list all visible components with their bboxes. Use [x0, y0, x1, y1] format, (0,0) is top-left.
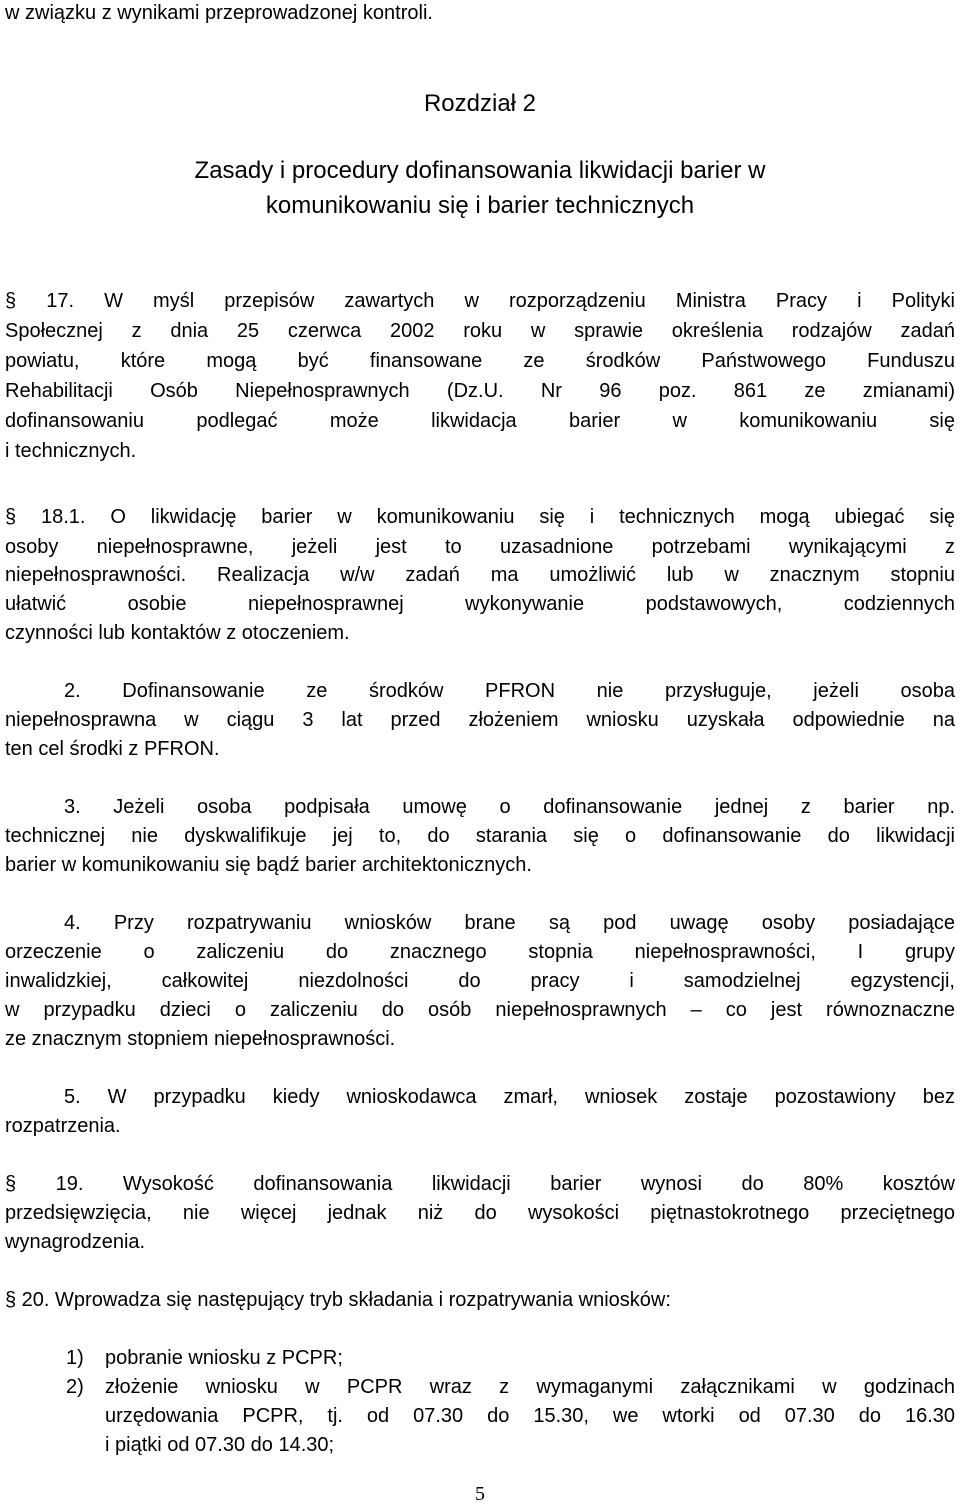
paragraph-18-3-line: technicznej nie dyskwalifikuje jej to, do starania się o dofinansowanie do likwidacji [5, 825, 955, 847]
paragraph-18-2-line: niepełnosprawna w ciągu 3 lat przed złożeniem wniosku uzyskała odpowiednie na [5, 709, 955, 731]
paragraph-18-2-line: 2. Dofinansowanie ze środków PFRON nie przysługuje, jeżeli osoba [64, 680, 955, 702]
paragraph-18-4-line: orzeczenie o zaliczeniu do znacznego stopnia niepełnosprawności, I grupy [5, 941, 955, 963]
chapter-number: Rozdział 2 [423, 90, 537, 117]
paragraph-18-1-line: ułatwić osobie niepełnosprawnej wykonywanie podstawowych, codziennych [5, 593, 955, 615]
paragraph-18-5-line: 5. W przypadku kiedy wnioskodawca zmarł, wniosek zostaje pozostawiony bez [64, 1086, 955, 1108]
paragraph-20-intro: § 20. Wprowadza się następujący tryb składania i rozpatrywania wniosków: [5, 1289, 671, 1311]
paragraph-17-line: Społecznej z dnia 25 czerwca 2002 roku w sprawie określenia rodzajów zadań [5, 320, 955, 342]
paragraph-19-line: wynagrodzenia. [5, 1231, 146, 1253]
list-item-number: 1) [66, 1347, 84, 1369]
paragraph-19-line: przedsięwzięcia, nie więcej jednak niż do wysokości piętnastokrotnego przeciętnego [5, 1202, 955, 1224]
list-item-text: pobranie wniosku z PCPR; [105, 1347, 343, 1369]
paragraph-18-2-line: ten cel środki z PFRON. [5, 738, 220, 760]
paragraph-17-line: i technicznych. [5, 440, 137, 462]
paragraph-18-5-line: rozpatrzenia. [5, 1115, 121, 1137]
paragraph-17-line: powiatu, które mogą być finansowane ze środków Państwowego Funduszu [5, 350, 955, 372]
chapter-title-line-1: Zasady i procedury dofinansowania likwidacji barier w [194, 157, 766, 184]
page-number: 5 [475, 1483, 485, 1505]
paragraph-18-4-line: 4. Przy rozpatrywaniu wniosków brane są pod uwagę osoby posiadające [64, 912, 955, 934]
chapter-title-line-2: komunikowaniu się i barier technicznych [265, 192, 695, 219]
paragraph-19-line: § 19. Wysokość dofinansowania likwidacji barier wynosi do 80% kosztów [5, 1173, 955, 1195]
paragraph-18-1-line: niepełnosprawności. Realizacja w/w zadań ma umożliwić lub w znacznym stopniu [5, 564, 955, 586]
paragraph-18-1-line: § 18.1. O likwidację barier w komunikowaniu się i technicznych mogą ubiegać się [5, 506, 955, 528]
list-item-number: 2) [66, 1376, 84, 1398]
paragraph-18-4-line: inwalidzkiej, całkowitej niezdolności do pracy i samodzielnej egzystencji, [5, 970, 955, 992]
paragraph-17-line: § 17. W myśl przepisów zawartych w rozporządzeniu Ministra Pracy i Polityki [5, 290, 955, 312]
paragraph-18-4-line: w przypadku dzieci o zaliczeniu do osób niepełnosprawnych – co jest równoznaczne [5, 999, 955, 1021]
paragraph-17-line: Rehabilitacji Osób Niepełnosprawnych (Dz.U. Nr 96 poz. 861 ze zmianami) [5, 380, 955, 402]
paragraph-18-1-line: osoby niepełnosprawne, jeżeli jest to uzasadnione potrzebami wynikającymi z [5, 536, 955, 558]
list-item-text: i piątki od 07.30 do 14.30; [105, 1434, 335, 1456]
paragraph-18-4-line: ze znacznym stopniem niepełnosprawności. [5, 1028, 396, 1050]
list-item-text: złożenie wniosku w PCPR wraz z wymaganymi załącznikami w godzinach [105, 1376, 955, 1398]
paragraph-17-line: dofinansowaniu podlegać może likwidacja barier w komunikowaniu się [5, 410, 955, 432]
list-item-text: urzędowania PCPR, tj. od 07.30 do 15.30, we wtorki od 07.30 do 16.30 [105, 1405, 955, 1427]
paragraph-18-1-line: czynności lub kontaktów z otoczeniem. [5, 622, 350, 644]
paragraph-18-3-line: barier w komunikowaniu się bądź barier architektonicznych. [5, 854, 532, 876]
continuation-line: w związku z wynikami przeprowadzonej kontroli. [5, 2, 433, 24]
paragraph-18-3-line: 3. Jeżeli osoba podpisała umowę o dofinansowanie jednej z barier np. [64, 796, 955, 818]
